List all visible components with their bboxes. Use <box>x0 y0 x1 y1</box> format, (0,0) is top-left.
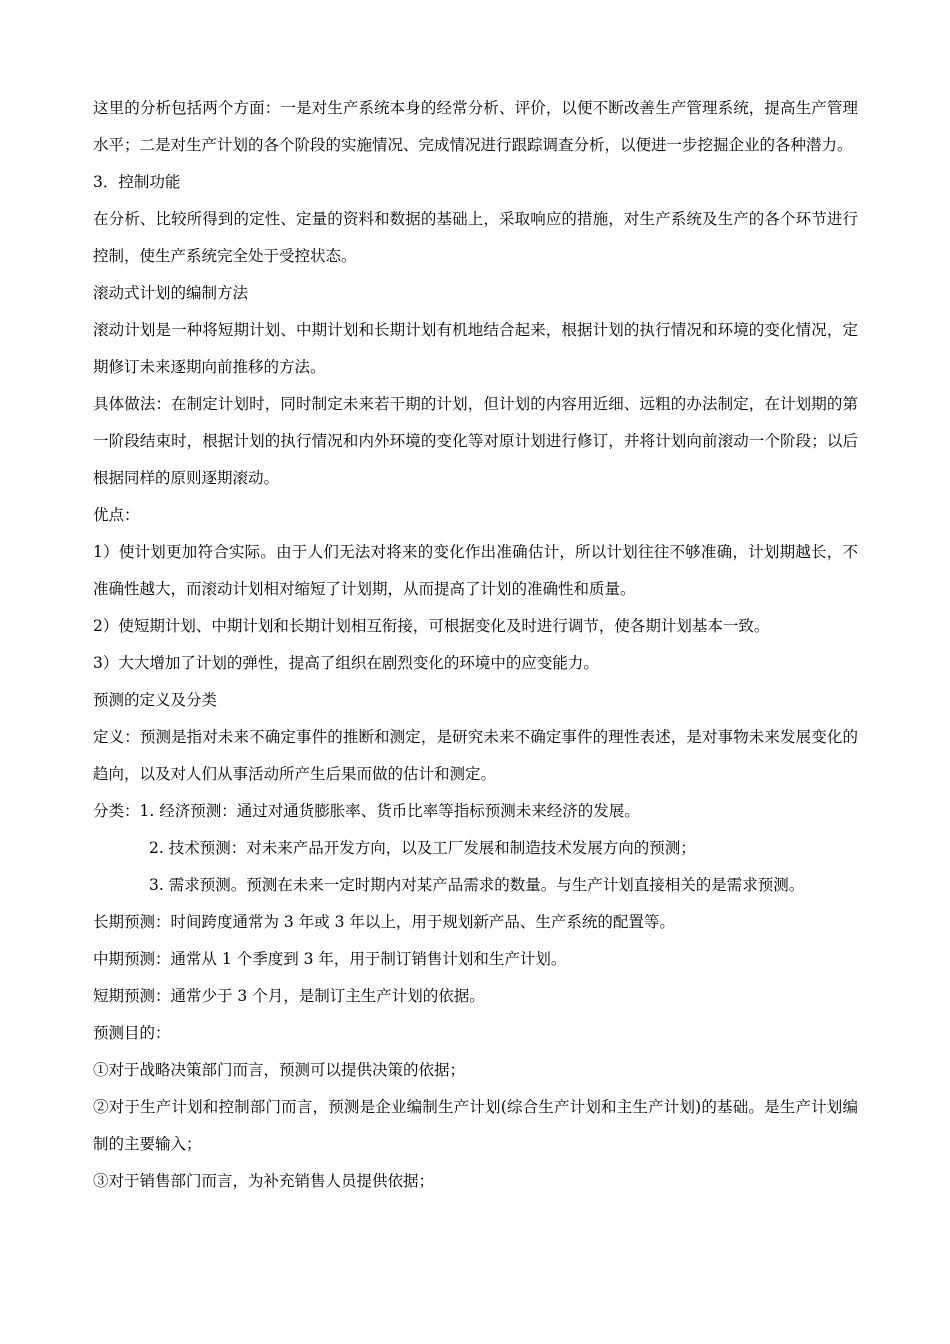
paragraph-forecast-definition: 定义：预测是指对未来不确定事件的推断和测定，是研究未来不确定事件的理性表述，是对事物未来发展变化的趋向，以及对人们从事活动所产生后果而做的估计和测定。 <box>93 728 858 783</box>
paragraph-analysis-scope: 这里的分析包括两个方面：一是对生产系统本身的经常分析、评价，以便不断改善生产管理系统，提高生产管理水平；二是对生产计划的各个阶段的实施情况、完成情况进行跟踪调查分析，以便进一步挖掘企业的各种潜力。 <box>93 99 858 154</box>
heading-rolling-plan-method: 滚动式计划的编制方法 <box>93 284 249 302</box>
list-item-advantage-1: 1）使计划更加符合实际。由于人们无法对将来的变化作出准确估计，所以计划往往不够准确，计划期越长，不准确性越大，而滚动计划相对缩短了计划期，从而提高了计划的准确性和质量。 <box>93 543 858 598</box>
heading-forecast-definition: 预测的定义及分类 <box>93 691 218 709</box>
heading-control-function: 3．控制功能 <box>93 173 181 191</box>
list-item-purpose-3: ③对于销售部门而言，为补充销售人员提供依据； <box>93 1172 435 1190</box>
list-item-forecast-class-3: 3. 需求预测。预测在未来一定时期内对某产品需求的数量。与生产计划直接相关的是需求预测。 <box>149 876 805 894</box>
paragraph-control-measures: 在分析、比较所得到的定性、定量的资料和数据的基础上，采取响应的措施，对生产系统及生产的各个环节进行控制，使生产系统完全处于受控状态。 <box>93 210 858 265</box>
paragraph-rolling-plan-practice: 具体做法：在制定计划时，同时制定未来若干期的计划，但计划的内容用近细、远粗的办法制定，在计划期的第一阶段结束时，根据计划的执行情况和内外环境的变化等对原计划进行修订，并将计划向前滚动一个阶段；以后根据同样的原则逐期滚动。 <box>93 395 858 487</box>
list-item-advantage-3: 3）大大增加了计划的弹性，提高了组织在剧烈变化的环境中的应变能力。 <box>93 654 599 672</box>
list-item-forecast-class-1: 分类：1. 经济预测：通过对通货膨胀率、货币比率等指标预测未来经济的发展。 <box>93 802 640 820</box>
document-page <box>93 90 858 1200</box>
list-item-forecast-class-2: 2. 技术预测：对未来产品开发方向，以及工厂发展和制造技术发展方向的预测； <box>149 839 696 857</box>
paragraph-mid-term-forecast: 中期预测：通常从 1 个季度到 3 年，用于制订销售计划和生产计划。 <box>93 950 567 968</box>
list-item-advantage-2: 2）使短期计划、中期计划和长期计划相互衔接，可根据变化及时进行调节，使各期计划基本一致。 <box>93 617 770 635</box>
paragraph-short-term-forecast: 短期预测：通常少于 3 个月，是制订主生产计划的依据。 <box>93 987 485 1005</box>
list-item-purpose-1: ①对于战略决策部门而言，预测可以提供决策的依据； <box>93 1061 466 1079</box>
list-item-purpose-2: ②对于生产计划和控制部门而言，预测是企业编制生产计划(综合生产计划和主生产计划)的基础。是生产计划编制的主要输入； <box>93 1098 858 1153</box>
heading-forecast-purpose: 预测目的： <box>93 1024 171 1042</box>
paragraph-long-term-forecast: 长期预测：时间跨度通常为 3 年或 3 年以上，用于规划新产品、生产系统的配置等。 <box>93 913 675 931</box>
heading-advantages: 优点： <box>93 506 140 524</box>
paragraph-rolling-plan-definition: 滚动计划是一种将短期计划、中期计划和长期计划有机地结合起来，根据计划的执行情况和环境的变化情况，定期修订未来逐期向前推移的方法。 <box>93 321 858 376</box>
